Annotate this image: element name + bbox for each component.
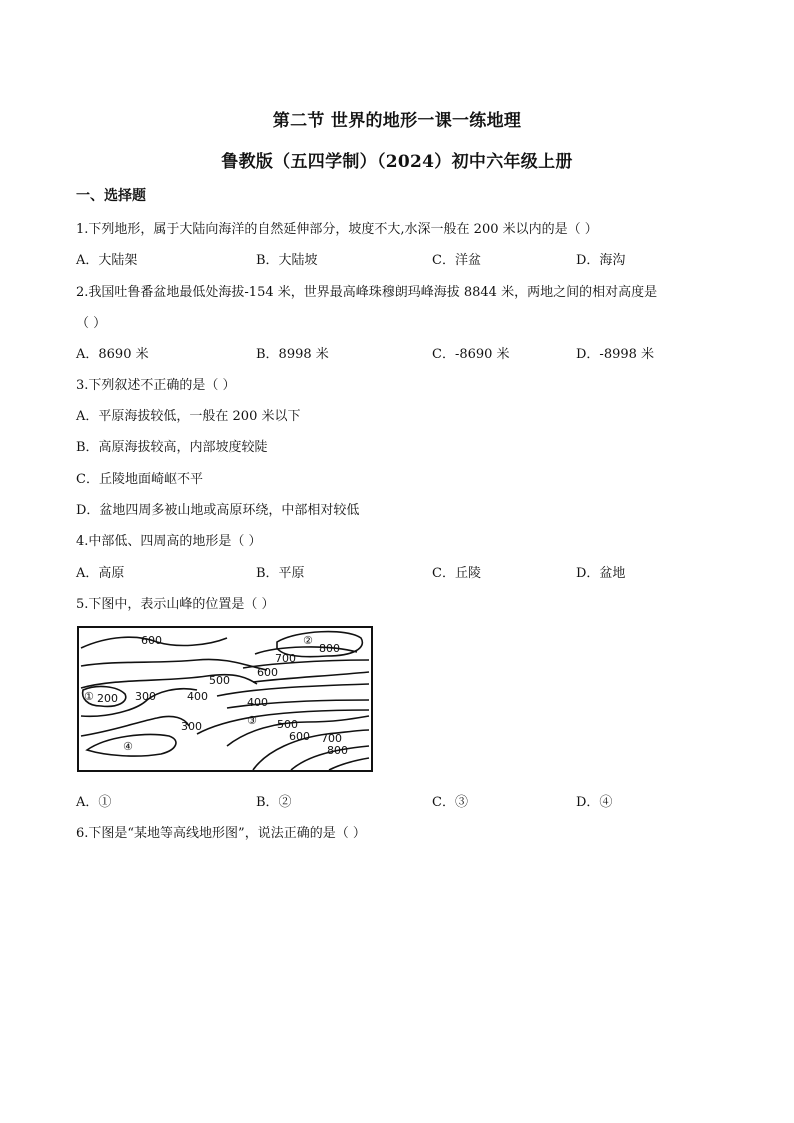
question-5-option-b: B．② (256, 795, 292, 810)
contour-label: 500 (277, 718, 298, 731)
question-1-option-c: C．洋盆 (432, 253, 481, 268)
contour-label: 800 (319, 642, 340, 655)
contour-label: 500 (209, 674, 230, 687)
worksheet-title: 第二节 世界的地形一课一练地理 (272, 111, 522, 131)
question-4-option-a: A．高原 (76, 566, 125, 581)
question-2-option-a: A．8690 米 (76, 347, 149, 362)
question-2-option-d: D．-8998 米 (576, 347, 655, 362)
question-5-stem: 5.下图中，表示山峰的位置是（ ） (76, 597, 275, 612)
question-5-option-c: C．③ (432, 795, 468, 810)
marker-4: ④ (123, 740, 133, 753)
question-6-stem: 6.下图是“某地等高线地形图”，说法正确的是（ ） (76, 826, 366, 841)
contour-label: 700 (275, 652, 296, 665)
marker-2: ② (303, 634, 313, 647)
question-2-option-b: B．8998 米 (256, 347, 329, 362)
contour-label: 800 (327, 744, 348, 757)
contour-label: 600 (257, 666, 278, 679)
question-1-stem: 1.下列地形，属于大陆向海洋的自然延伸部分，坡度不大,水深一般在 200 米以内的是（ ） (76, 222, 598, 237)
question-3-option-b: B．高原海拔较高，内部坡度较陡 (76, 440, 268, 455)
contour-label: 400 (187, 690, 208, 703)
question-4-option-d: D．盆地 (576, 566, 626, 581)
question-1-option-d: D．海沟 (576, 253, 626, 268)
contour-label: 600 (289, 730, 310, 743)
contour-label: 700 (321, 732, 342, 745)
question-4-option-c: C．丘陵 (432, 566, 481, 581)
question-4-option-b: B．平原 (256, 566, 305, 581)
question-5-option-a: A．① (76, 795, 112, 810)
contour-label: 300 (135, 690, 156, 703)
question-3-stem: 3.下列叙述不正确的是（ ） (76, 378, 236, 393)
question-4-stem: 4.中部低、四周高的地形是（ ） (76, 534, 262, 549)
contour-label: 200 (97, 692, 118, 705)
marker-3: ③ (247, 714, 257, 727)
question-3-option-d: D．盆地四周多被山地或高原环绕，中部相对较低 (76, 503, 360, 518)
question-2-option-c: C．-8690 米 (432, 347, 510, 362)
marker-1: ① (84, 690, 94, 703)
question-5-option-d: D．④ (576, 795, 613, 810)
worksheet-subtitle: 鲁教版（五四学制）（2024）初中六年级上册 (221, 152, 573, 172)
question-1-option-a: A．大陆架 (76, 253, 138, 268)
contour-label: 600 (141, 634, 162, 647)
question-2-stem-continued: （ ） (76, 316, 107, 331)
question-2-stem: 2.我国吐鲁番盆地最低处海拔-154 米，世界最高峰珠穆朗玛峰海拔 8844 米，两地之间的相对高度是 (76, 285, 658, 300)
contour-map-figure (77, 626, 373, 772)
contour-map-svg (77, 626, 373, 772)
contour-label: 300 (181, 720, 202, 733)
question-3-option-a: A．平原海拔较低，一般在 200 米以下 (76, 409, 301, 424)
section-heading: 一、选择题 (76, 188, 146, 204)
contour-label: 400 (247, 696, 268, 709)
question-1-option-b: B．大陆坡 (256, 253, 318, 268)
question-3-option-c: C．丘陵地面崎岖不平 (76, 472, 203, 487)
